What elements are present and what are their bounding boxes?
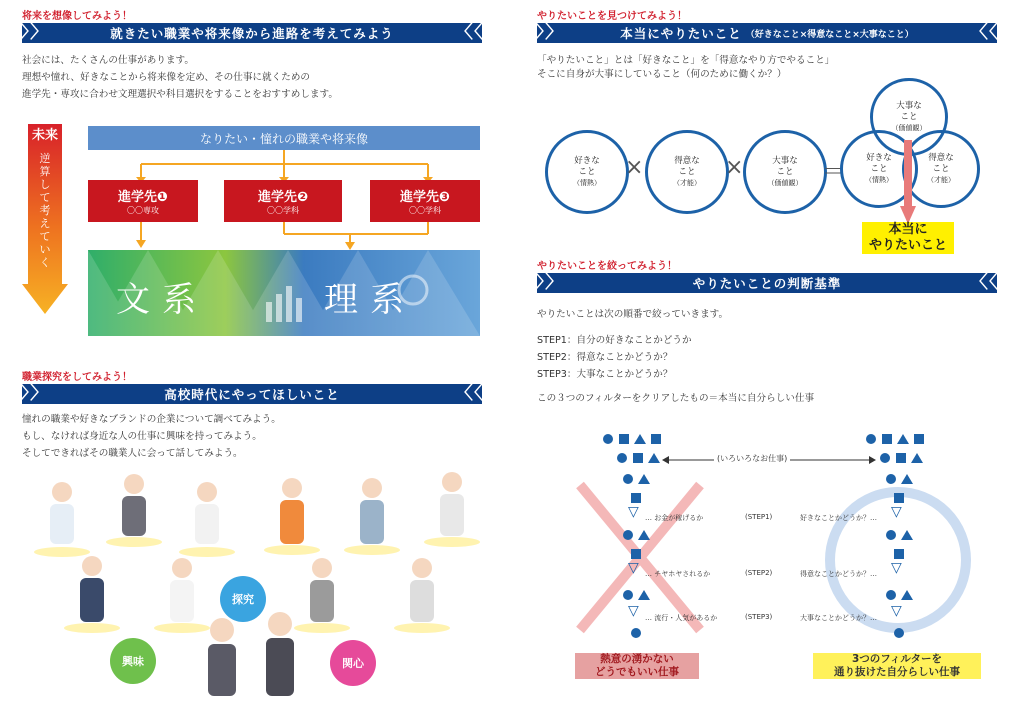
badge-interest: 興味 [110, 638, 156, 684]
circle-shape-icon [880, 453, 890, 463]
circle-shape-icon [886, 474, 896, 484]
career-paragraph: 社会には、たくさんの仕事があります。 理想や憧れ、好きなことから将来像を定め、その仕事に就くための 進学先・専攻に合わせ文理選択や科目選択をすることをおすすめします。 [22, 55, 338, 100]
banner-title: 本当にやりたいこと [620, 26, 742, 41]
triangle-shape-icon [901, 530, 913, 540]
banner-title: 就きたい職業や将来像から進路を考えてみよう [110, 26, 394, 41]
times-icon: × [725, 155, 744, 180]
right-result-box: 3つのフィルターを 通り抜けた自分らしい仕事 [813, 653, 981, 679]
banner-criteria [537, 273, 997, 293]
chevron-left-icon: 〉〉 [20, 383, 49, 404]
square-shape-icon [631, 493, 641, 503]
want-paragraph: 「やりたいこと」とは「好きなこと」を「得意なやり方でやること」 そこに自身が大事にしていること（何のために働くか？） [537, 55, 835, 80]
circle-shape-icon [886, 590, 896, 600]
banner-career-path [22, 23, 482, 43]
section-label-future: 将来を想像してみよう！ [22, 11, 132, 22]
filter-icon: ▽ [628, 603, 639, 619]
circle-important: 大事な こと （価値観） [743, 130, 827, 214]
ideal-career-box: なりたい・憧れの職業や将来像 [88, 126, 480, 150]
circle-shape-icon [623, 474, 633, 484]
rikei-label: 理系 [324, 280, 416, 320]
square-shape-icon [651, 434, 661, 444]
true-want-result: 本当に やりたいこと [862, 222, 954, 254]
triangle-shape-icon [634, 434, 646, 444]
square-shape-icon [894, 493, 904, 503]
triangle-shape-icon [911, 453, 923, 463]
criteria-intro: やりたいことは次の順番で絞っていきます。 [537, 309, 729, 320]
circle-shape-icon [886, 530, 896, 540]
left-filter-3: … 流行・人気があるか [645, 614, 718, 622]
step-tag-2: (STEP2) [745, 569, 773, 577]
step-tag-1: (STEP1) [745, 513, 773, 521]
destination-1: 進学先❶ 〇〇専攻 [88, 180, 198, 222]
triangle-shape-icon [901, 474, 913, 484]
section-label-narrow: やりたいことを絞ってみよう！ [537, 261, 677, 272]
filter-diagram-bg [560, 460, 1000, 640]
various-jobs-label: (いろいろなお仕事) [714, 453, 790, 464]
circle-good-at: 得意な こと （才能） [645, 130, 729, 214]
down-arrow-icon [900, 140, 916, 226]
triangle-shape-icon [901, 590, 913, 600]
chevron-left-icon: 〉〉 [535, 22, 564, 43]
workers-illustration [22, 470, 492, 710]
times-icon: × [625, 155, 644, 180]
square-shape-icon [894, 549, 904, 559]
square-shape-icon [914, 434, 924, 444]
banner-highschool [22, 384, 482, 404]
chevron-right-icon: 〈〈 [970, 272, 999, 293]
future-label: 未来 [31, 128, 58, 143]
venn-good-at: 得意な こと （才能） [902, 130, 980, 208]
explore-paragraph: 憧れの職業や好きなブランドの企業について調べてみよう。 もし、なければ身近な人の仕事に興味を持ってみよう。 そしてできればその職業人に会って話してみよう。 [22, 414, 281, 459]
square-shape-icon [619, 434, 629, 444]
square-shape-icon [631, 549, 641, 559]
banner-true-want [537, 23, 997, 43]
banner-subtitle: （好きなこと×得意なこと×大事なこと） [745, 29, 914, 40]
destination-2: 進学先❷ 〇〇学科 [224, 180, 342, 222]
circle-shape-icon [894, 628, 904, 638]
filter-icon: ▽ [628, 560, 639, 576]
right-filter-3: 大事なことかどうか？… [800, 614, 877, 622]
now-label: 現在 [31, 320, 58, 335]
criteria-summary: この３つのフィルターをクリアしたもの＝本当に自分らしい仕事 [537, 393, 815, 404]
criteria-steps: STEP1：自分の好きなことかどうか STEP2：得意なことかどうか？ STEP3：大事なことかどうか？ [537, 335, 692, 380]
circle-shape-icon [603, 434, 613, 444]
filter-icon: ▽ [891, 560, 902, 576]
circle-like: 好きな こと （情熱） [545, 130, 629, 214]
triangle-shape-icon [897, 434, 909, 444]
triangle-shape-icon [638, 530, 650, 540]
circle-shape-icon [623, 590, 633, 600]
chevron-right-icon: 〈〈 [455, 383, 484, 404]
left-filter-2: … チヤホヤされるか [645, 570, 711, 578]
chevron-left-icon: 〉〉 [535, 272, 564, 293]
section-label-find: やりたいことを見つけてみよう！ [537, 11, 687, 22]
filter-icon: ▽ [628, 504, 639, 520]
equals-icon: ＝ [822, 160, 845, 185]
venn-important: 大事な こと （価値観） [870, 78, 948, 156]
triangle-shape-icon [638, 590, 650, 600]
badge-explore: 探究 [220, 576, 266, 622]
filter-icon: ▽ [891, 603, 902, 619]
left-filter-1: … お金が稼げるか [645, 514, 704, 522]
chevron-left-icon: 〉〉 [20, 22, 49, 43]
square-shape-icon [882, 434, 892, 444]
square-shape-icon [896, 453, 906, 463]
badge-concern: 関心 [330, 640, 376, 686]
step-tag-3: (STEP3) [745, 613, 773, 621]
destination-3: 進学先❸ 〇〇学科 [370, 180, 480, 222]
banner-title: 高校時代にやってほしいこと [164, 387, 340, 402]
left-result-box: 熱意の湧かない どうでもいい仕事 [575, 653, 699, 679]
chevron-right-icon: 〈〈 [970, 22, 999, 43]
banner-title: やりたいことの判断基準 [692, 276, 842, 291]
bunri-banner [88, 250, 480, 336]
vertical-text: 逆算して考えていく [39, 152, 51, 269]
chevron-right-icon: 〈〈 [455, 22, 484, 43]
section-label-explore: 職業探究をしてみよう！ [22, 372, 132, 383]
triangle-shape-icon [648, 453, 660, 463]
circle-shape-icon [631, 628, 641, 638]
circle-shape-icon [623, 530, 633, 540]
triangle-shape-icon [638, 474, 650, 484]
bunkei-label: 文系 [116, 280, 208, 320]
right-filter-2: 得意なことかどうか？… [800, 570, 877, 578]
right-filter-1: 好きなことかどうか？… [800, 514, 877, 522]
filter-icon: ▽ [891, 504, 902, 520]
circle-shape-icon [617, 453, 627, 463]
circle-shape-icon [866, 434, 876, 444]
square-shape-icon [633, 453, 643, 463]
venn-like: 好きな こと （情熱） [840, 130, 918, 208]
